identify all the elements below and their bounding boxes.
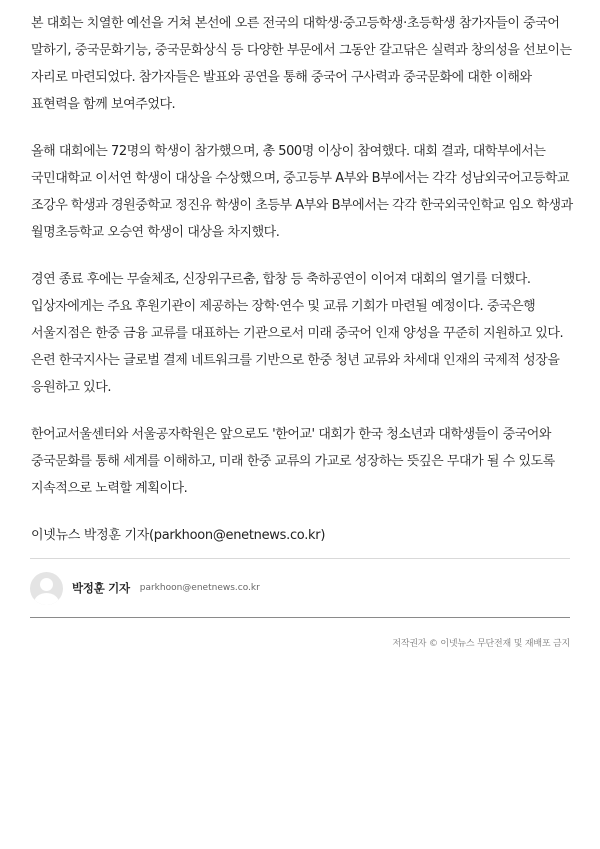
article-body [31, 10, 576, 549]
article-paragraph-4: 한어교서울센터와 서울공자학원은 앞으로도 '한어교' 대회가 한국 청소년과 대학생들이 중국어와 중국문화를 통해 세계를 이해하고, 미래 한중 교류의 가교로 성장하는 뜻깊은 무대가 될 수 있도록 지속적으로 노력할 계획이다. [31, 427, 555, 496]
copyright-notice: 저작권자 © 이넷뉴스 무단전재 및 재배포 금지 [392, 639, 570, 649]
author-email[interactable]: parkhoon@enetnews.co.kr [139, 583, 260, 593]
user-silhouette-icon [30, 572, 63, 605]
author-name[interactable]: 박정훈 기자 [72, 581, 130, 595]
article-paragraph-1: 본 대회는 치열한 예선을 거쳐 본선에 오른 전국의 대학생·중고등학생·초등학생 참가자들이 중국어 말하기, 중국문화기능, 중국문화상식 등 다양한 부문에서 그동안 갈고닦은 실력과 창의성을 선보이는 자리로 마련되었다. 참가자들은 발표와 공연을 통해 중국어 구사력과 중국문화에 대한 이해와 표현력을 함께 보여주었다. [31, 16, 572, 112]
article-paragraph-3: 경연 종료 후에는 무술체조, 신장위구르춤, 합창 등 축하공연이 이어져 대회의 열기를 더했다. 입상자에게는 주요 후원기관이 제공하는 장학·연수 및 교류 기회가 마련될 예정이다. 중국은행 서울지점은 한중 금융 교류를 대표하는 기관으로서 미래 중국어 인재 양성을 꾸준히 지원하고 있다. 은련 한국지사는 글로벌 결제 네트워크를 기반으로 한중 청년 교류와 차세대 인재의 국제적 성장을 응원하고 있다. [31, 272, 564, 395]
author-box [30, 558, 570, 618]
article-paragraph-2: 올해 대회에는 72명의 학생이 참가했으며, 총 500명 이상이 참여했다. 대회 결과, 대학부에서는 국민대학교 이서연 학생이 대상을 수상했으며, 중고등부 A부와 B부에서는 각각 성남외국어고등학교 조강우 학생과 경원중학교 정진유 학생이 초등부 A부와 B부에서는 각각 한국외국인학교 임오 학생과 월명초등학교 오승연 학생이 대상을 차지했다. [31, 144, 573, 240]
reporter-byline: 이넷뉴스 박정훈 기자(parkhoon@enetnews.co.kr) [31, 528, 326, 543]
